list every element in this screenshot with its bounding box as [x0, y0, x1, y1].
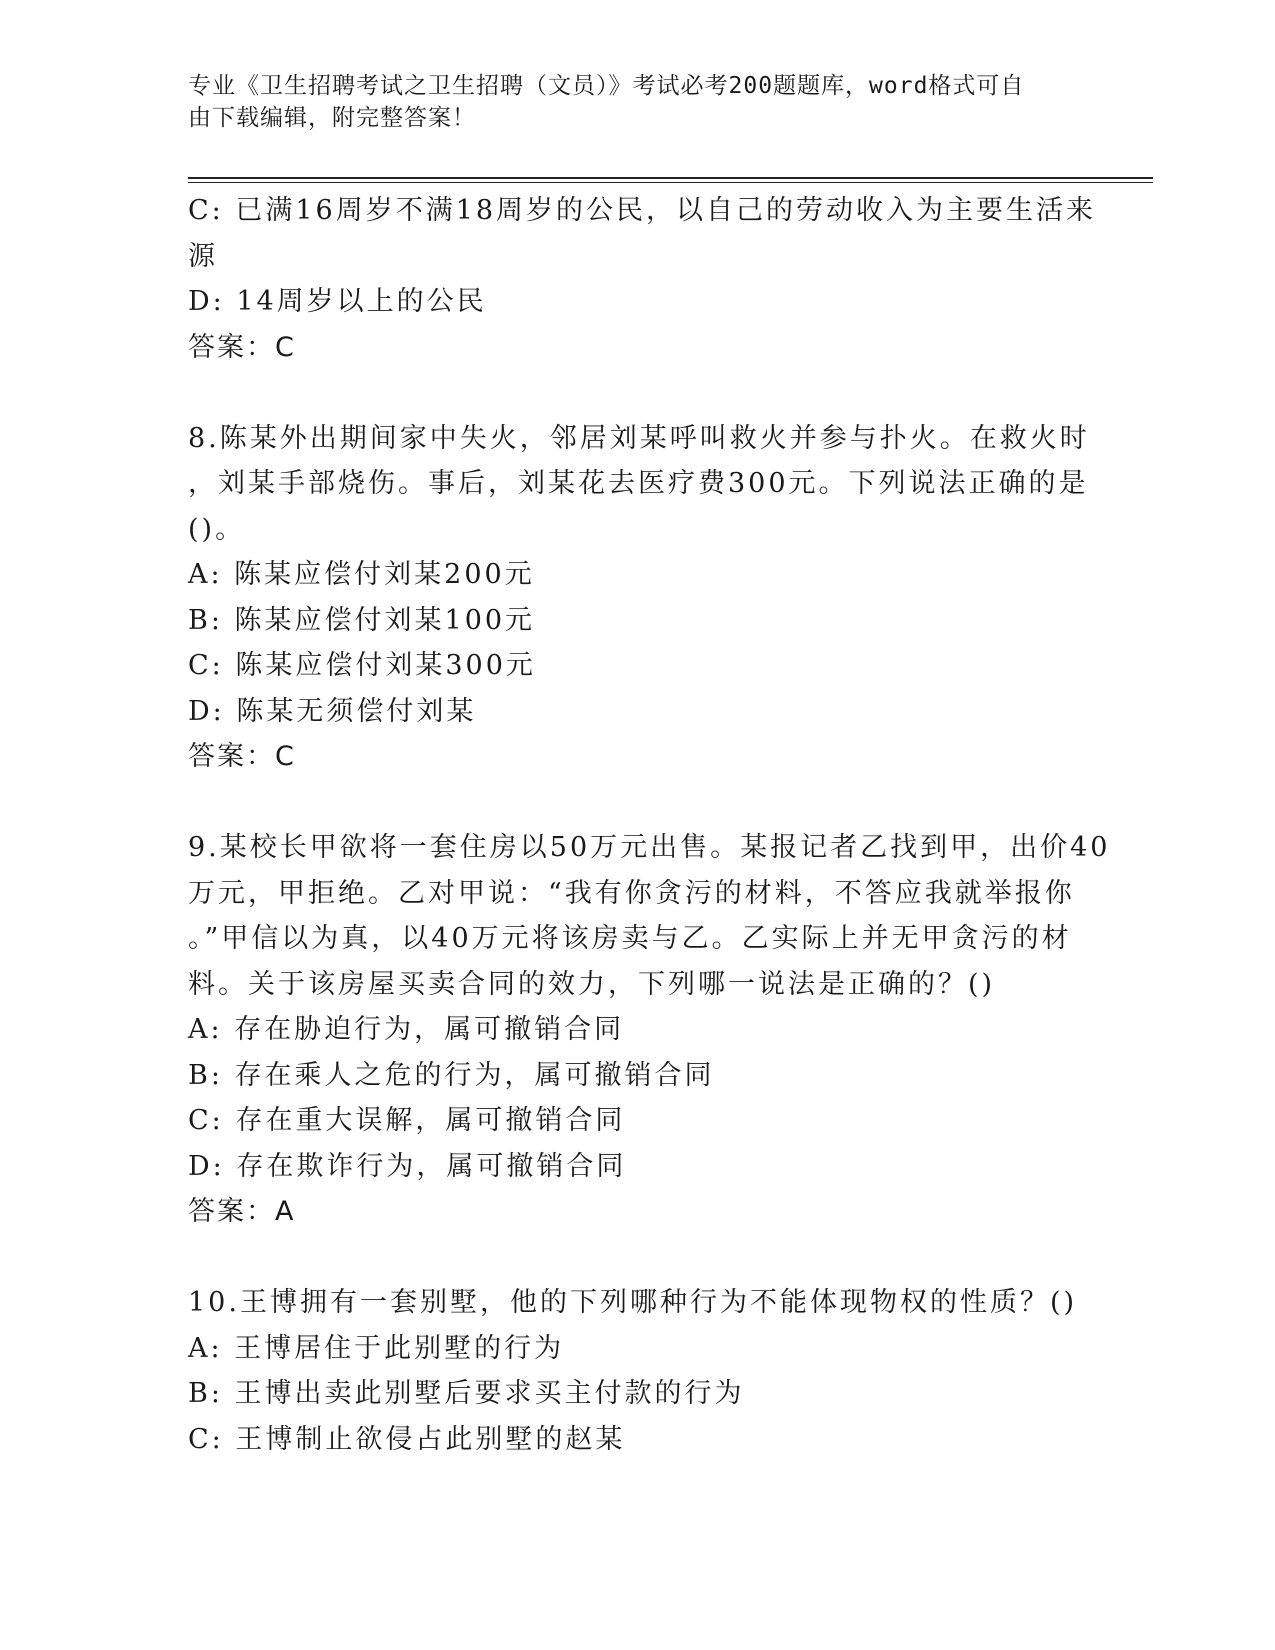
- page-header: [188, 70, 1068, 134]
- option-line: C: 陈某应偿付刘某300元: [188, 650, 536, 681]
- option-line: B: 陈某应偿付刘某100元: [188, 604, 536, 636]
- question-8: [188, 416, 1088, 780]
- document-body: [188, 188, 1111, 1462]
- question-stem-line: 8.陈某外出期间家中失火，邻居刘某呼叫救火并参与扑火。在救火时: [188, 422, 1090, 454]
- question-stem-line: ()。: [188, 513, 246, 545]
- answer-line: 答案：C: [188, 331, 296, 363]
- answer-line: 答案：C: [188, 741, 296, 772]
- spacer: [188, 780, 1088, 826]
- spacer: [188, 370, 1088, 416]
- question-10: [188, 1280, 1088, 1462]
- option-line: D: 陈某无须偿付刘某: [188, 695, 477, 727]
- option-line: C: 存在重大误解，属可撤销合同: [188, 1105, 626, 1136]
- question-stem-line: 10.王博拥有一套别墅，他的下列哪种行为不能体现物权的性质？(): [188, 1287, 1078, 1318]
- question-stem-line: 料。关于该房屋买卖合同的效力，下列哪一说法是正确的？(): [188, 968, 996, 1000]
- question-stem-line: ，刘某手部烧伤。事后，刘某花去医疗费300元。下列说法正确的是: [188, 468, 1089, 499]
- question-stem-line: 9.某校长甲欲将一套住房以50万元出售。某报记者乙找到甲，出价40: [188, 832, 1111, 863]
- option-line: A: 王博居住于此别墅的行为: [188, 1332, 565, 1364]
- option-line: A: 陈某应偿付刘某200元: [188, 559, 535, 590]
- question-stem-line: 。”甲信以为真，以40万元将该房卖与乙。乙实际上并无甲贪污的材: [188, 923, 1072, 954]
- answer-line: 答案：A: [188, 1196, 296, 1227]
- header-line-1: 专业《卫生招聘考试之卫生招聘（文员）》考试必考200题题库，word格式可自: [188, 73, 1025, 99]
- prev-question-options: [188, 188, 1097, 325]
- option-line: D: 14周岁以上的公民: [188, 286, 487, 317]
- option-line: C: 王博制止欲侵占此别墅的赵某: [188, 1423, 626, 1455]
- option-line: D: 存在欺诈行为，属可撤销合同: [188, 1150, 627, 1182]
- option-line: B: 存在乘人之危的行为，属可撤销合同: [188, 1059, 715, 1091]
- question-9: [188, 825, 1111, 1235]
- option-line: 源: [188, 240, 218, 272]
- header-rule-thick: [188, 177, 1153, 179]
- option-line: A: 存在胁迫行为，属可撤销合同: [188, 1014, 625, 1045]
- header-line-2: 由下载编辑，附完整答案！: [188, 105, 476, 131]
- option-line: C: 已满16周岁不满18周岁的公民，以自己的劳动收入为主要生活来: [188, 195, 1097, 226]
- header-rule-thin: [188, 182, 1153, 183]
- question-stem-line: 万元，甲拒绝。乙对甲说：“我有你贪污的材料，不答应我就举报你: [188, 877, 1075, 909]
- spacer: [188, 1235, 1088, 1281]
- option-line: B: 王博出卖此别墅后要求买主付款的行为: [188, 1378, 745, 1409]
